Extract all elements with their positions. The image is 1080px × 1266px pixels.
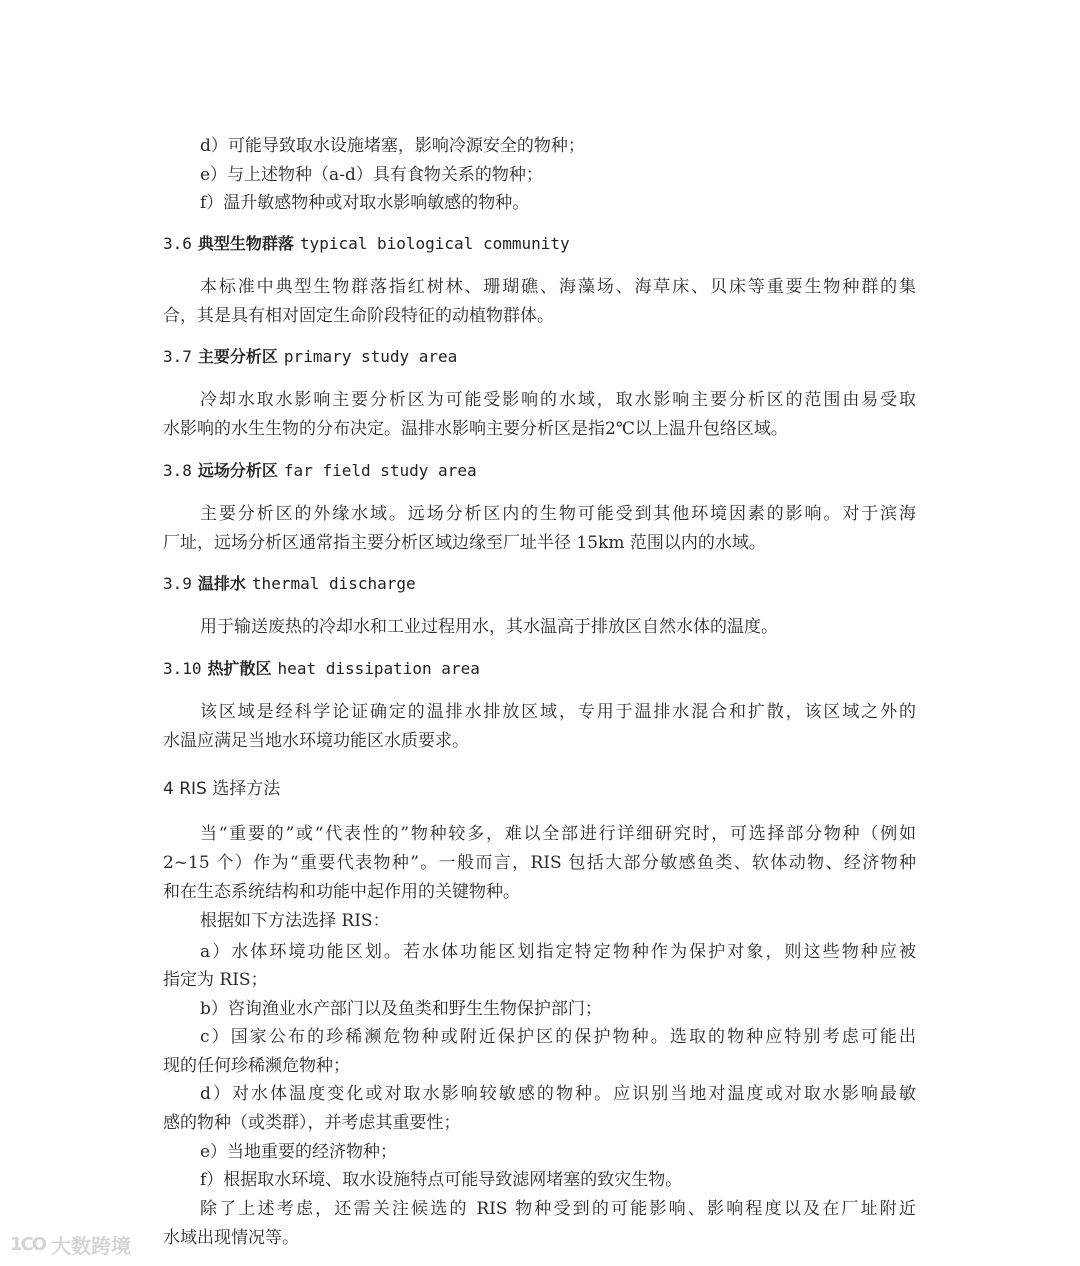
section-heading-3-6: 3.6 典型生物群落 typical biological community <box>163 234 570 253</box>
paragraph-line: 根据如下方法选择 RIS： <box>200 911 390 931</box>
list-item-f: f）温升敏感物种或对取水影响敏感的物种。 <box>200 193 530 213</box>
paragraph-line: 主要分析区的外缘水域。远场分析区内的生物可能受到其他环境因素的影响。对于滨海 <box>200 504 916 524</box>
section-heading-3-7: 3.7 主要分析区 primary study area <box>163 347 458 366</box>
list-item-d: d）可能导致取水设施堵塞，影响冷源安全的物种； <box>200 136 585 156</box>
watermark-text: 大数跨境 <box>51 1234 132 1258</box>
list-item-f: f）根据取水环境、取水设施特点可能导致滤网堵塞的致灾生物。 <box>200 1170 683 1190</box>
paragraph-line: 2~15 个）作为“重要代表物种”。一般而言，RIS 包括大部分敏感鱼类、软体动物、经济物种 <box>163 853 916 873</box>
paragraph-line: 冷却水取水影响主要分析区为可能受影响的水域，取水影响主要分析区的范围由易受取 <box>200 390 916 410</box>
paragraph-line: 水温应满足当地水环境功能区水质要求。 <box>163 731 469 751</box>
paragraph-line: 合，其是具有相对固定生命阶段特征的动植物群体。 <box>163 306 554 326</box>
watermark-logo-icon: 1CO <box>10 1234 46 1255</box>
paragraph-line: 和在生态系统结构和功能中起作用的关键物种。 <box>163 882 520 902</box>
paragraph-line: 用于输送废热的冷却水和工业过程用水，其水温高于排放区自然水体的温度。 <box>200 617 778 637</box>
section-heading-3-8: 3.8 远场分析区 far field study area <box>163 461 477 480</box>
watermark <box>10 1230 131 1259</box>
paragraph-line: 本标准中典型生物群落指红树林、珊瑚礁、海藻场、海草床、贝床等重要生物种群的集 <box>200 277 916 297</box>
list-item-c-cont: 现的任何珍稀濒危物种； <box>163 1056 350 1076</box>
section-heading-3-9: 3.9 温排水 thermal discharge <box>163 574 416 593</box>
section-heading-4: 4 RIS 选择方法 <box>163 779 281 799</box>
list-item-d: d）对水体温度变化或对取水影响较敏感的物种。应识别当地对温度或对取水影响最敏 <box>200 1084 916 1104</box>
paragraph-line: 当“重要的”或“代表性的”物种较多，难以全部进行详细研究时，可选择部分物种（例如 <box>200 824 916 844</box>
paragraph-line: 水域出现情况等。 <box>163 1228 299 1248</box>
section-heading-3-10: 3.10 热扩散区 heat dissipation area <box>163 659 480 678</box>
list-item-a: a）水体环境功能区划。若水体功能区划指定特定物种作为保护对象，则这些物种应被 <box>200 942 916 962</box>
list-item-a-cont: 指定为 RIS； <box>163 970 268 990</box>
list-item-e: e）与上述物种（a-d）具有食物关系的物种； <box>200 165 543 185</box>
list-item-e: e）当地重要的经济物种； <box>200 1142 398 1162</box>
list-item-d-cont: 感的物种（或类群），并考虑其重要性； <box>163 1113 461 1133</box>
paragraph-line: 水影响的水生生物的分布决定。温排水影响主要分析区是指2℃以上温升包络区域。 <box>163 419 788 439</box>
paragraph-line: 该区域是经科学论证确定的温排水排放区域，专用于温排水混合和扩散，该区域之外的 <box>200 702 916 722</box>
paragraph-line: 除了上述考虑，还需关注候选的 RIS 物种受到的可能影响、影响程度以及在厂址附近 <box>200 1199 916 1219</box>
list-item-b: b）咨询渔业水产部门以及鱼类和野生生物保护部门； <box>200 999 602 1019</box>
list-item-c: c）国家公布的珍稀濒危物种或附近保护区的保护物种。选取的物种应特别考虑可能出 <box>200 1027 916 1047</box>
paragraph-line: 厂址，远场分析区通常指主要分析区域边缘至厂址半径 15km 范围以内的水域。 <box>163 533 766 553</box>
